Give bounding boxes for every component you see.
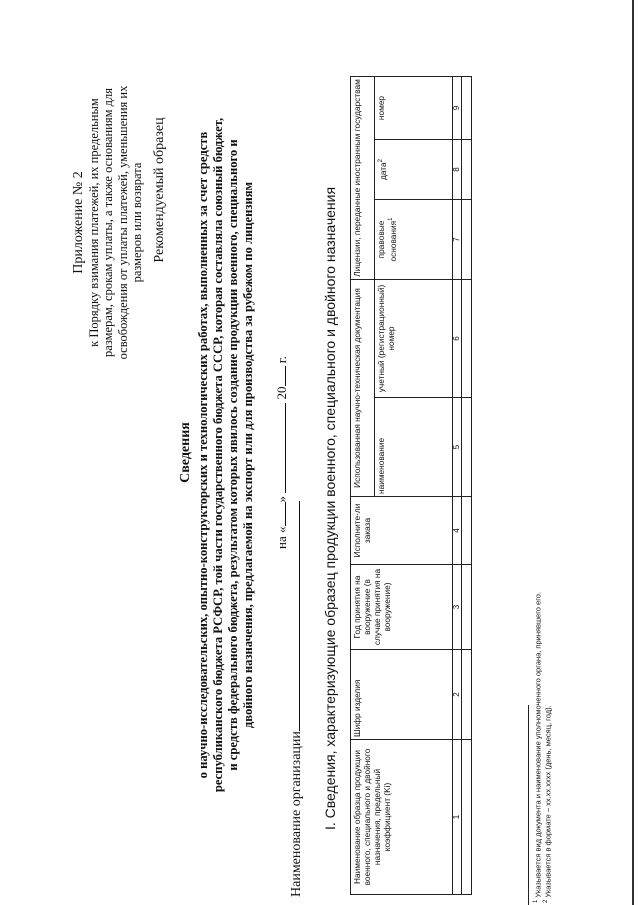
header-doc-name: наименование (375, 398, 453, 497)
footnote-ref: 1 (388, 217, 394, 221)
col-number: 4 (453, 497, 462, 565)
subtitle-line: и средств федерального бюджета, результатом которых явилось создание продукции военного, специального и (226, 139, 240, 771)
header-number: номер (375, 77, 453, 140)
header-product-name: Наименование образца продукции военного, специального и двойного назначения, предельный коэффициент (Ki) (351, 740, 453, 895)
col-number: 2 (453, 650, 462, 740)
table-cell[interactable] (462, 740, 472, 895)
header-legal-basis (375, 200, 453, 280)
footnote-marker: 2 (543, 899, 549, 903)
scan-edge (632, 0, 634, 905)
appendix-line: освобождения от уплаты платежей, уменьшения их (115, 85, 130, 360)
footnote-2 (543, 705, 553, 903)
table-cell[interactable] (462, 280, 472, 398)
subtitle-line: республиканского бюджета РСФСР, той части государственного бюджета СССР, которая составляла союзный бюджет, (211, 117, 225, 793)
footnote-marker: 1 (533, 899, 539, 903)
organization-field (287, 501, 305, 897)
table-cell[interactable] (462, 77, 472, 140)
footnote-ref: 2 (378, 159, 384, 163)
col-number: 7 (453, 200, 462, 280)
appendix-title: Приложение № 2 (71, 171, 86, 274)
legal-basis-label: правовые основания (376, 220, 398, 262)
table-cell[interactable] (462, 565, 472, 650)
appendix-line: к Порядку взимания платежей, их предельным (86, 98, 101, 347)
document-title: Сведения (178, 422, 193, 483)
table-cell[interactable] (462, 650, 472, 740)
col-number: 3 (453, 565, 462, 650)
table-cell[interactable] (462, 140, 472, 200)
footnote-1 (533, 592, 543, 903)
date-label: дата (377, 162, 388, 180)
day-blank[interactable] (273, 502, 286, 526)
date-prefix: на « (274, 526, 289, 549)
header-documentation-group: Использованная научно-техническая документация (351, 280, 375, 497)
year-blank[interactable] (273, 366, 286, 386)
header-contractors: Исполните-ли заказа (351, 497, 453, 565)
organization-blank[interactable] (287, 501, 300, 731)
table-cell[interactable] (462, 497, 472, 565)
col-number: 6 (453, 280, 462, 398)
table-cell[interactable] (462, 200, 472, 280)
footnote-text: Указывается вид документа и наименование уполномоченного органа, принявшего его. (533, 591, 543, 898)
header-doc-number: учетный (регистрационный) номер (375, 280, 453, 398)
year-prefix: 20 (274, 386, 289, 400)
column-number-row (453, 77, 462, 895)
organization-label: Наименование организации (289, 731, 304, 897)
header-product-code: Шифр изделия (351, 650, 453, 740)
date-mid: » (274, 495, 289, 503)
header-licenses-group: Лицензии, переданные иностранным государствам (351, 77, 375, 280)
subtitle-line: двойного назначения, предлагаемой на экспорт или для производства за рубежом по лицензиям (241, 181, 255, 729)
table-row (462, 77, 472, 895)
sample-label: Рекомендуемый образец (152, 117, 167, 263)
col-number: 1 (453, 740, 462, 895)
col-number: 8 (453, 140, 462, 200)
subtitle-line: о научно-исследовательских, опытно-конструкторских и технологических работах, выполненных за счет средств (196, 131, 210, 779)
header-date (375, 140, 453, 200)
appendix-line: размеров или возврата (130, 162, 144, 283)
col-number: 5 (453, 398, 462, 497)
appendix-header (72, 75, 145, 370)
col-number: 9 (453, 77, 462, 140)
footnote-text: Указывается в формате – хх.хх.хххх (день, месяц, год). (543, 705, 553, 898)
appendix-line: размерам, срокам уплаты, а также основаниям для (101, 88, 115, 357)
section-title: I. Сведения, характеризующие образец продукции военного, специального и двойного назначения (322, 186, 338, 830)
header-adoption-year: Год принятия на вооружение (в случае принятия на вооружение) (351, 565, 453, 650)
footnote-divider (528, 705, 529, 905)
year-suffix: г. (274, 356, 289, 364)
product-table (350, 76, 472, 895)
month-blank[interactable] (273, 403, 286, 493)
document-subtitle (196, 25, 256, 885)
table-cell[interactable] (462, 398, 472, 497)
